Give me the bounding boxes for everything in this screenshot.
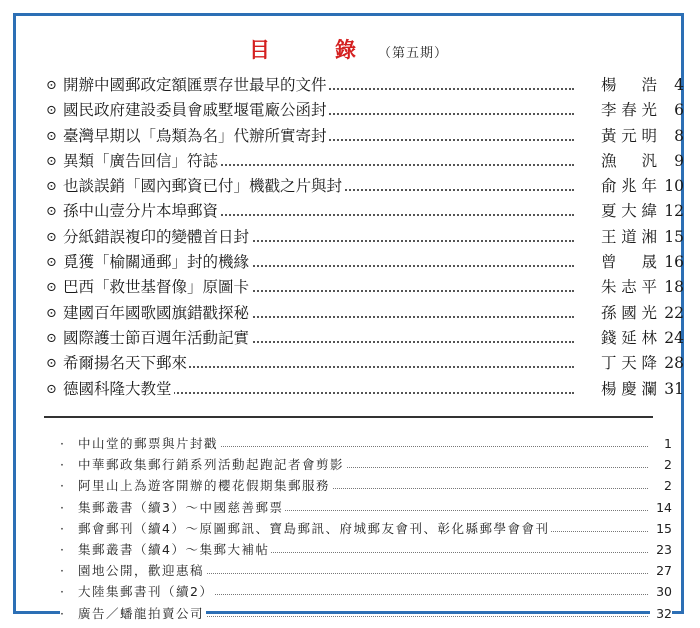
- toc-subentry[interactable]: [60, 603, 672, 624]
- entry-title-wrap: [46, 177, 344, 195]
- entry-title: 希爾揚名天下郵來: [63, 354, 188, 373]
- toc-entry[interactable]: [46, 174, 686, 199]
- circle-dot-icon: ⊙: [46, 305, 57, 321]
- issue-number: （第五期）: [377, 46, 448, 61]
- subentry-title: 阿里山上為遊客開辦的櫻花假期集郵服務: [78, 478, 331, 494]
- subentry-title: 大陸集郵書刊（續2）: [78, 584, 214, 600]
- entry-author: 丁天降: [601, 354, 657, 373]
- toc-entry[interactable]: [46, 124, 686, 149]
- circle-dot-icon: ⊙: [46, 128, 57, 144]
- entry-page: 15: [664, 227, 684, 246]
- subentry-title: 園地公開，歡迎惠稿: [78, 563, 205, 579]
- toc-entry[interactable]: [46, 225, 686, 250]
- entry-page: 12: [664, 202, 684, 221]
- entry-page: 10: [664, 177, 684, 196]
- toc-subentry[interactable]: [60, 475, 672, 496]
- circle-dot-icon: ⊙: [46, 280, 57, 296]
- toc-subentry[interactable]: [60, 433, 672, 454]
- bullet-dot-icon: ·: [60, 605, 66, 621]
- entry-author: 黃元明: [601, 126, 657, 145]
- toc-entry[interactable]: [46, 98, 686, 123]
- entry-title: 臺灣早期以「鳥類為名」代辦所實寄封: [63, 126, 327, 145]
- circle-dot-icon: ⊙: [46, 103, 57, 119]
- bullet-dot-icon: ·: [60, 499, 66, 515]
- entry-page: 31: [664, 379, 684, 398]
- entry-author: 王道湘: [601, 227, 657, 246]
- subentry-page: 23: [650, 539, 672, 560]
- toc-subentry[interactable]: [60, 581, 672, 602]
- subentry-title: 集郵叢書（續4）～集郵大補帖: [78, 541, 270, 557]
- entry-page: 16: [664, 253, 684, 272]
- entry-page: 24: [664, 328, 684, 347]
- entry-author: 俞兆年: [601, 177, 657, 196]
- toc-entry[interactable]: [46, 301, 686, 326]
- subentry-title: 廣告／蟠龍拍賣公司: [78, 605, 205, 621]
- entry-title-wrap: [46, 278, 251, 296]
- toc-entry[interactable]: [46, 73, 686, 98]
- entry-title: 異類「廣告回信」符誌: [63, 151, 219, 170]
- circle-dot-icon: ⊙: [46, 204, 57, 220]
- toc-subentry[interactable]: [60, 497, 672, 518]
- bullet-dot-icon: ·: [60, 584, 66, 600]
- entry-title-wrap: [46, 101, 329, 119]
- circle-dot-icon: ⊙: [46, 229, 57, 245]
- entry-title-wrap: [46, 329, 251, 347]
- subentry-title-wrap: [60, 457, 346, 472]
- toc-subentry[interactable]: [60, 560, 672, 581]
- subentry-title-wrap: [60, 606, 206, 621]
- toc-entry[interactable]: [46, 275, 686, 300]
- entry-title: 也談誤銷「國內郵資已付」機戳之片與封: [63, 177, 343, 196]
- bullet-dot-icon: ·: [60, 478, 66, 494]
- subentry-page: 32: [650, 603, 672, 624]
- entry-author: 楊 浩: [601, 76, 657, 94]
- subentry-title-wrap: [60, 584, 215, 599]
- bullet-dot-icon: ·: [60, 541, 66, 557]
- subentry-title-wrap: [60, 478, 332, 493]
- entry-title: 分紙錯誤複印的變體首日封: [63, 227, 250, 246]
- subentry-title: 中華郵政集郵行銷系列活動起跑記者會剪影: [78, 457, 345, 473]
- circle-dot-icon: ⊙: [46, 153, 57, 169]
- circle-dot-icon: ⊙: [46, 356, 57, 372]
- toc-frame: [13, 13, 684, 621]
- subentry-title: 集郵叢書（續3）～中國慈善郵票: [78, 499, 284, 515]
- circle-dot-icon: ⊙: [46, 255, 57, 271]
- entry-title: 建國百年國歌國旗錯戳探秘: [63, 303, 250, 322]
- toc-entry[interactable]: [46, 326, 686, 351]
- bullet-dot-icon: ·: [60, 436, 66, 451]
- entry-title: 覓獲「榆關通郵」封的機緣: [63, 253, 250, 272]
- toc-entry[interactable]: [46, 351, 686, 376]
- toc-entry[interactable]: [46, 149, 686, 174]
- entry-title-wrap: [46, 380, 174, 398]
- subentry-page: 1: [650, 433, 672, 454]
- entry-title-wrap: [46, 152, 220, 170]
- subentry-title: 郵會郵刊（續4）～原圖郵訊、寶島郵訊、府城郵友會刊、彰化縣郵學會會刊: [78, 520, 550, 536]
- entry-page: 9: [674, 151, 684, 170]
- entry-page: 28: [664, 354, 684, 373]
- entry-author: 楊慶瀾: [601, 379, 657, 398]
- secondary-items-list: [60, 433, 672, 624]
- bullet-dot-icon: ·: [60, 520, 66, 536]
- entry-title: 國民政府建設委員會戚墅堰電廠公函封: [63, 101, 327, 120]
- subentry-page: 30: [650, 581, 672, 602]
- toc-subentry[interactable]: [60, 539, 672, 560]
- entry-title-wrap: [46, 253, 251, 271]
- entry-author: 夏大緯: [601, 202, 657, 221]
- entry-author: 李春光: [601, 101, 657, 120]
- subentry-title-wrap: [60, 500, 285, 515]
- entry-title-wrap: [46, 76, 329, 94]
- toc-entry[interactable]: [46, 250, 686, 275]
- entry-page: 18: [664, 278, 684, 297]
- bullet-dot-icon: ·: [60, 457, 66, 473]
- toc-entry[interactable]: [46, 199, 686, 224]
- entry-title: 德國科隆大教堂: [63, 379, 172, 398]
- entry-author: 漁 汎: [601, 151, 657, 170]
- subentry-page: 2: [650, 475, 672, 496]
- entry-title-wrap: [46, 202, 220, 220]
- toc-entry[interactable]: [46, 377, 686, 402]
- entry-page: 4: [674, 76, 684, 94]
- entry-title: 巴西「救世基督像」原圖卡: [63, 278, 250, 297]
- entry-page: 8: [674, 126, 684, 145]
- entry-title-wrap: [46, 127, 329, 145]
- page-title: 目 錄: [248, 37, 378, 62]
- circle-dot-icon: ⊙: [46, 381, 57, 397]
- subentry-title-wrap: [60, 436, 220, 451]
- subentry-title: 中山堂的郵票與片封戳: [78, 436, 219, 451]
- circle-dot-icon: ⊙: [46, 179, 57, 195]
- main-articles-list: [46, 73, 686, 402]
- entry-title-wrap: [46, 228, 251, 246]
- bullet-dot-icon: ·: [60, 563, 66, 579]
- entry-author: 朱志平: [601, 278, 657, 297]
- subentry-title-wrap: [60, 521, 551, 536]
- entry-author: 錢延林: [601, 328, 657, 347]
- toc-header: [16, 34, 681, 64]
- entry-page: 6: [674, 101, 684, 120]
- toc-subentry[interactable]: [60, 518, 672, 539]
- entry-author: 曾 晟: [601, 253, 657, 272]
- subentry-page: 14: [650, 497, 672, 518]
- entry-title: 開辦中國郵政定額匯票存世最早的文件: [63, 76, 327, 94]
- subentry-page: 2: [650, 454, 672, 475]
- entry-author: 孫國光: [601, 303, 657, 322]
- toc-subentry[interactable]: [60, 454, 672, 475]
- circle-dot-icon: ⊙: [46, 78, 57, 93]
- subentry-page: 27: [650, 560, 672, 581]
- entry-title: 孫中山壹分片本埠郵資: [63, 202, 219, 221]
- section-divider: [44, 416, 653, 418]
- subentry-title-wrap: [60, 542, 271, 557]
- subentry-page: 15: [650, 518, 672, 539]
- subentry-title-wrap: [60, 563, 206, 578]
- entry-title: 國際護士節百週年活動記實: [63, 328, 250, 347]
- entry-page: 22: [664, 303, 684, 322]
- circle-dot-icon: ⊙: [46, 330, 57, 346]
- entry-title-wrap: [46, 304, 251, 322]
- entry-title-wrap: [46, 354, 189, 372]
